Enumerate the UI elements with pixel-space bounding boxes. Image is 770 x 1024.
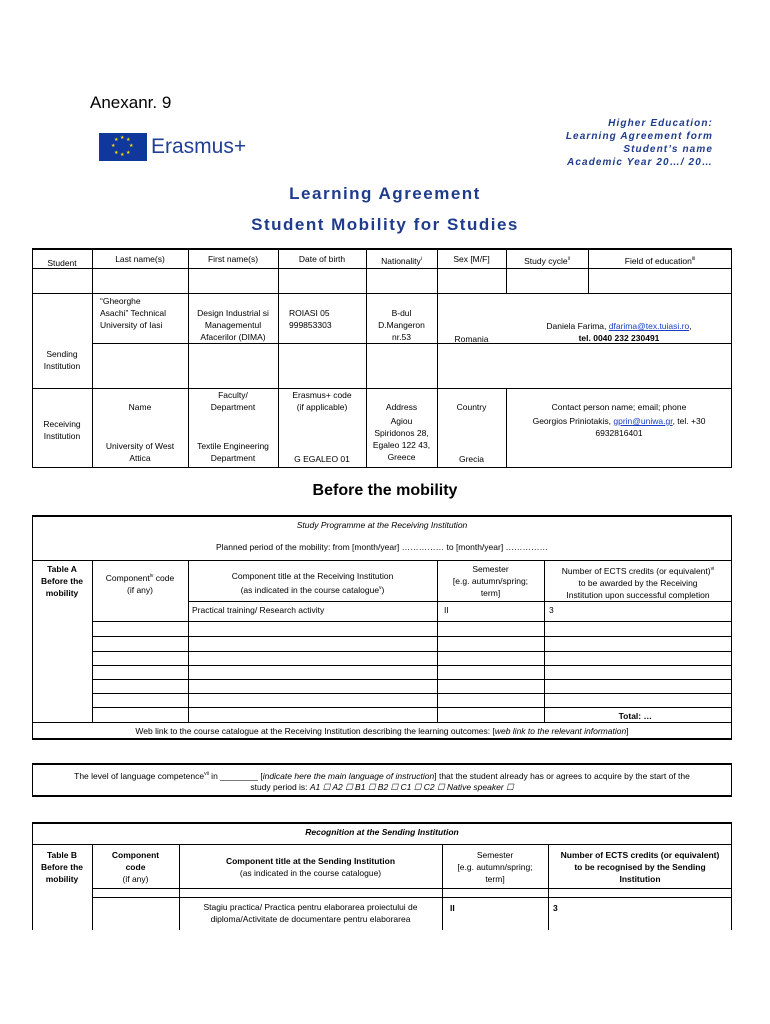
language-line-2: study period is: A1 ☐ A2 ☐ B1 ☐ B2 ☐ C1 ☐ C2 ☐ Native speaker ☐ [250,782,514,792]
col-sex: Sex [M/F] [453,254,490,264]
col-last-name: Last name(s) [115,254,165,264]
table-b-col-title: Component title at the Sending Institution (as indicated in the course catalogue) [225,856,396,878]
receiving-hdr-contact: Contact person name; email; phone [551,402,687,412]
institutions-table [32,248,732,468]
course-catalogue-link: Web link to the course catalogue at the Receiving Institution describing the learning outcomes: [web link to the relevant information] [135,726,629,736]
recognition-heading: Recognition at the Sending Institution [305,827,459,837]
table-a-col-semester: Semester [e.g. autumn/spring; term] [452,564,529,598]
col-field-of-education: Field of education$^{iii}$ [624,255,696,266]
receiving-contact-email[interactable]: gprin@uniwa.gr [613,416,673,426]
document-subtitle: Student Mobility for Studies [251,215,519,234]
table-a-row1-title: Practical training/ Research activity [192,605,325,615]
col-study-cycle: Study cycle$^{ii}$ [524,255,570,266]
eu-flag-icon: ★ ★ ★ ★ ★ ★ ★ ★ [99,133,147,161]
logo-text: Erasmus+ [151,135,247,158]
table-a-label: Table A Before the mobility [40,564,84,598]
sending-name: “Gheorghe Asachi” Technical University of Iasi [100,296,166,330]
table-a [32,515,732,740]
sending-faculty: Design Industrial si Managementul Afacerilor (DIMA) [197,308,269,342]
receiving-hdr-code: Erasmus+ code (if applicable) [292,390,352,412]
col-first-name: First name(s) [207,254,259,264]
receiving-hdr-country: Country [456,402,487,412]
receiving-faculty: Textile Engineering Department [197,441,269,463]
sending-address: B-dul D.Mangeron nr.53 [378,308,425,342]
sending-country: Romania [454,334,489,344]
receiving-contact: Georgios Priniotakis, gprin@uniwa.gr, tel. +30 6932816401 [532,416,706,438]
row-label-receiving: Receiving Institution [43,419,81,441]
table-a-col-title: Component title at the Receiving Institution (as indicated in the course catalogue$^v$) [231,571,394,595]
row-label-sending: Sending Institution [43,349,81,371]
receiving-address: Agiou Spiridonos 28, Egaleo 122 43, Greece [372,416,431,462]
table-b-col-code: Component code (if any) [111,850,160,884]
annex-label: Anexanr. 9 [90,93,172,112]
table-b-row1-ects: 3 [553,903,558,913]
erasmus-logo [99,133,246,161]
table-b-col-ects: Number of ECTS credits (or equivalent) to be recognised by the Sending Institution [560,850,720,884]
table-a-col-ects: Number of ECTS credits (or equivalent)$^{vi}$ to be awarded by the Receiving Institution upon successful completion [561,565,715,600]
col-date-of-birth: Date of birth [298,254,346,264]
header-line-1: Higher Education: [608,118,713,129]
table-b [32,822,732,930]
table-a-col-code: Component$^{iv}$ code (if any) [105,572,175,595]
header-line-4: Academic Year 20…/ 20… [567,157,713,168]
table-b-row1-semester: II [450,903,455,913]
receiving-hdr-address: Address [385,402,418,412]
table-b-col-semester: Semester [e.g. autumn/spring; term] [457,850,533,884]
receiving-hdr-name: Name [128,402,152,412]
table-a-row1-semester: II [444,605,449,615]
header-line-3: Student’s name [623,144,713,155]
form-header-info [566,117,713,169]
table-a-total: Total: … [618,711,652,721]
before-mobility-heading: Before the mobility [312,482,458,499]
receiving-name: University of West Attica [105,441,175,463]
receiving-hdr-faculty: Faculty/ Department [210,390,256,412]
sending-code: ROIASI 05 999853303 [289,308,332,330]
sending-contact: Daniela Farima, dfarima@tex.tuiasi.ro, tel. 0040 232 230491 [546,321,692,343]
language-competence-box [32,763,732,797]
receiving-country: Grecia [458,454,485,464]
table-b-label: Table B Before the mobility [40,850,84,884]
planned-period: Planned period of the mobility: from [month/year] …………… to [month/year] …………… [215,542,549,552]
col-nationality: Nationality$^i$ [381,255,422,266]
receiving-code: G EGALEO 01 [294,454,350,464]
row-label-student: Student [47,258,77,268]
document-title: Learning Agreement [289,184,481,203]
header-line-2: Learning Agreement form [565,131,713,142]
language-line-1: The level of language competence$^{vii}$ in ________ [indicate here the main language of instruction] that the student already has or agrees to acquire by the start of the [74,770,690,781]
table-a-row1-ects: 3 [549,605,554,615]
study-programme-label: Study Programme at the Receiving Institution [296,520,468,530]
table-b-row1-title: Stagiu practica/ Practica pentru elaborarea proiectului de diploma/Activitate de documentare pentru elaborarea [203,902,418,924]
sending-contact-email[interactable]: dfarima@tex.tuiasi.ro [608,321,690,331]
